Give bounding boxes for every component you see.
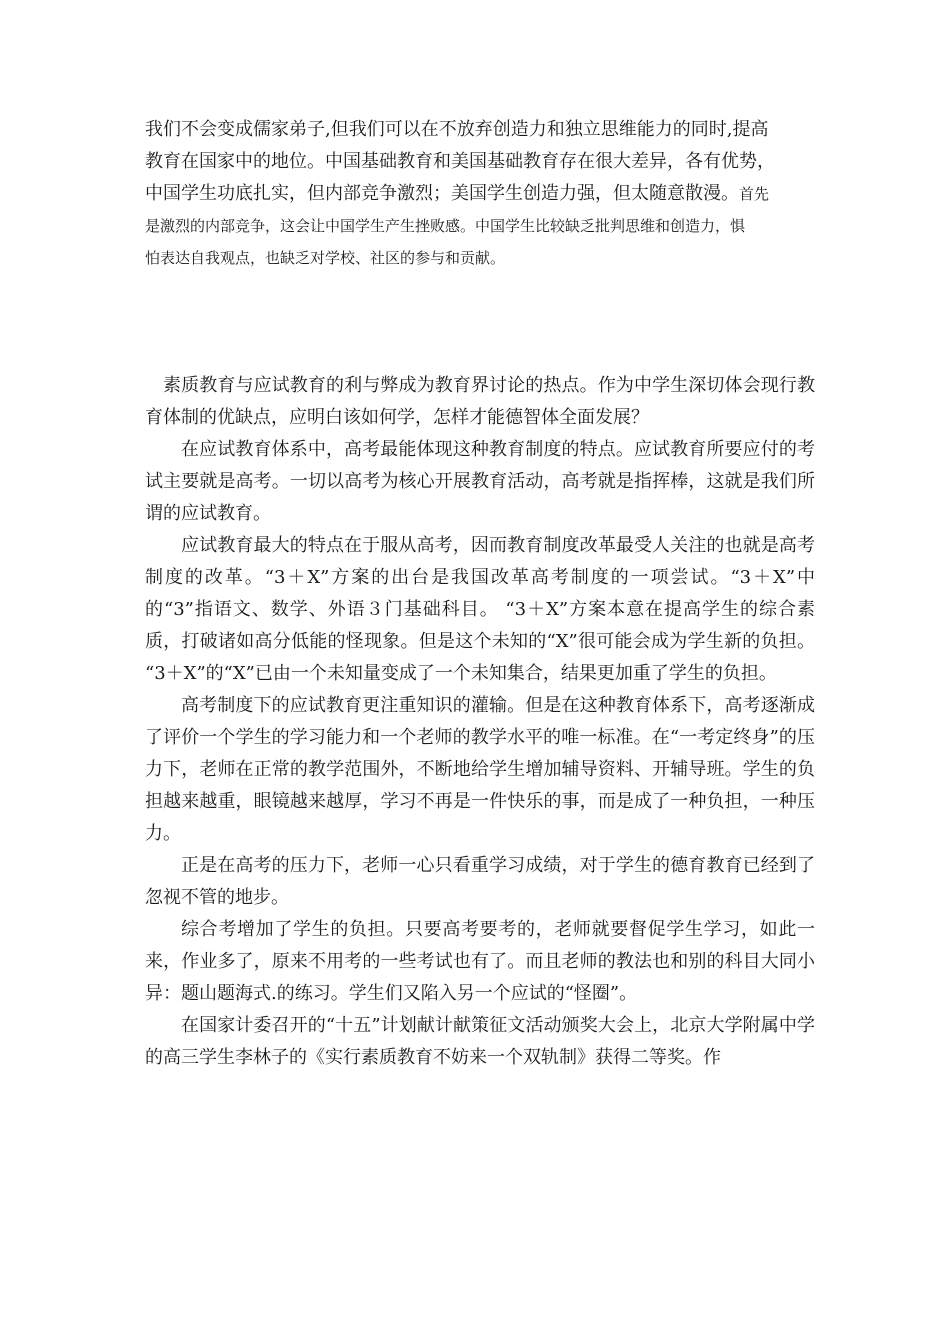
paragraph-top: [145, 114, 815, 274]
text-segment-small: 首先: [739, 185, 770, 203]
paragraph-3: 应试教育最大的特点在于服从高考，因而教育制度改革最受人关注的也就是高考制度的改革。“3＋X”方案的出台是我国改革高考制度的一项尝试。“3＋X”中的“3”指语文、数学、外语３门基础科目。 “3＋X”方案本意在提高学生的综合素质，打破诸如高分低能的怪现象。但是这个未知的“X”很可能会成为学生新的负担。 “3＋X”的“X”已由一个未知量变成了一个未知集合，结果更加重了学生的负担。: [145, 535, 815, 684]
paragraph-4: 高考制度下的应试教育更注重知识的灌输。但是在这种教育体系下，高考逐渐成了评价一个学生的学习能力和一个老师的教学水平的唯一标准。在“一考定终身”的压力下，老师在正常的教学范围外，不断地给学生增加辅导资料、开辅导班。学生的负担越来越重，眼镜越来越厚，学习不再是一件快乐的事，而是成了一种负担，一种压力。: [145, 695, 815, 844]
paragraph-7: 在国家计委召开的“十五”计划献计献策征文活动颁奖大会上，北京大学附属中学的高三学生李林子的《实行素质教育不妨来一个双轨制》获得二等奖。作: [145, 1015, 815, 1068]
text-line-small: 是激烈的内部竞争，这会让中国学生产生挫败感。中国学生比较缺乏批判思维和创造力，惧: [145, 217, 746, 235]
paragraph-6: 综合考增加了学生的负担。只要高考要考的，老师就要督促学生学习，如此一来，作业多了，原来不用考的一些考试也有了。而且老师的教法也和别的科目大同小异：题山题海式.的练习。学生们又陷入另一个应试的“怪圈”。: [145, 919, 815, 1004]
text-segment-large: 中国学生功底扎实，但内部竞争激烈；美国学生创造力强，但太随意散漫。: [145, 183, 739, 204]
paragraph-1: 素质教育与应试教育的利与弊成为教育界讨论的热点。作为中学生深切体会现行教育体制的优缺点，应明白该如何学，怎样才能德智体全面发展？: [145, 375, 815, 428]
paragraph-2: 在应试教育体系中，高考最能体现这种教育制度的特点。应试教育所要应付的考试主要就是高考。一切以高考为核心开展教育活动，高考就是指挥棒，这就是我们所谓的应试教育。: [145, 439, 815, 524]
paragraph-5: 正是在高考的压力下，老师一心只看重学习成绩，对于学生的德育教育已经到了忽视不管的地步。: [145, 855, 815, 908]
main-body: [145, 370, 815, 1074]
text-line: 我们不会变成儒家弟子,但我们可以在不放弃创造力和独立思维能力的同时,提高: [145, 119, 769, 140]
text-line-small: 怕表达自我观点，也缺乏对学校、社区的参与和贡献。: [145, 249, 506, 267]
text-line: [145, 178, 815, 210]
text-line: 教育在国家中的地位。中国基础教育和美国基础教育存在很大差异，各有优势，: [145, 151, 775, 172]
top-paragraph: [145, 114, 815, 274]
